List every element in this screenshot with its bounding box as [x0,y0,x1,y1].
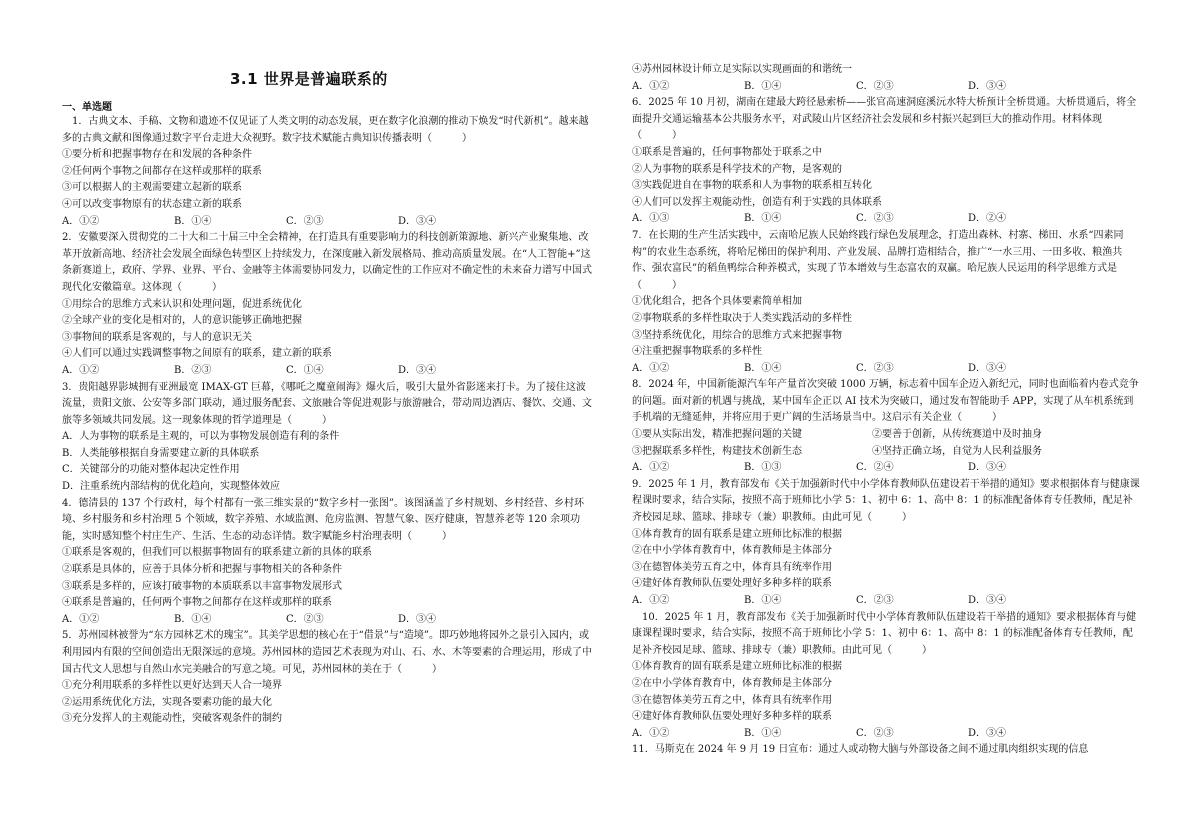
right-block [632,62,1142,759]
answer-choice: D．③④ [968,80,1007,92]
question-q8 [632,377,1142,477]
option-item: ②运用系统优化方法，实现各要素功能的最大化 [62,696,272,708]
option-item: ③联系是多样的，应该打破事物的本质联系以丰富事物发展形式 [62,580,342,592]
answer-choice: A．①② [62,613,100,625]
option-item: ②全球产业的变化是相对的，人的意识能够正确地把握 [62,315,302,327]
answer-choices [632,460,1142,477]
option-item: A．人为事物的联系是主观的，可以为事物发展创造有利的条件 [62,431,340,443]
option-pair [632,444,1142,461]
answer-choice: B．①④ [174,215,212,227]
answer-choice: B．①④ [744,595,782,606]
option-item: ④坚持正确立场，自觉为人民利益服务 [872,445,1042,457]
answer-choice: D．③④ [968,595,1007,606]
answer-choice: D．②④ [968,213,1007,225]
answer-choice: D．③④ [398,215,437,227]
question-q5 [62,628,594,728]
option-item: ③可以根据人的主观需要建立起新的联系 [62,182,242,194]
answer-choice: B．①③ [744,462,782,474]
question-q9 [632,477,1142,610]
option-item: ④联系是普遍的，任何两个事物之间都存在这样或那样的联系 [62,597,332,609]
answer-choice: B．②③ [174,364,212,376]
answer-choice: C．②③ [856,595,894,606]
option-item: ③充分发挥人的主观能动性，突破客观条件的制约 [62,713,282,725]
answer-choice: A．①② [632,80,670,92]
answer-choice: B．①④ [744,727,782,739]
option-item: ③实践促进自在事物的联系和人为事物的联系相互转化 [632,180,872,192]
option-item: ③坚持系统优化，用综合的思维方式来把握事物 [632,329,842,341]
answer-choice: A．①② [62,364,100,376]
answer-choices [62,363,594,380]
answer-choice: C．②③ [856,80,894,92]
option-item: ④注重把握事物联系的多样性 [632,346,762,358]
option-item: ④建好体育教师队伍要处理好多种多样的联系 [632,578,832,590]
answer-choice: A．①② [632,595,670,606]
question-q6 [632,95,1142,228]
option-item: ②要善于创新，从传统赛道中及时抽身 [872,429,1042,441]
answer-choices [632,593,1142,610]
question-stem: 7．在长期的生产生活实践中，云南哈尼族人民始终践行绿色发展理念，打造出森林、村寨、梯田、水系“四素同构”的农业生态系统，将哈尼梯田的保护利用、产业发展、品牌打造相结合，推广“一水三用、一田多收、粮渔共作、强农富民”的稻鱼鸭综合种养模式，实现了节本增效与生态富农的双赢。哈尼族人民运用的科学思维方式是（ ） [632,229,1124,291]
option-item: ②任何两个事物之间都存在这样或那样的联系 [62,165,262,177]
option-item: C．关键部分的功能对整体起决定性作用 [62,464,240,476]
answer-choice: D．③④ [398,613,437,625]
answer-choice: A．①② [62,215,100,227]
question-q2 [62,230,594,379]
option-item: ②在中小学体育教育中，体育教师是主体部分 [632,677,832,689]
answer-choice: D．③④ [968,362,1007,374]
question-q5b [632,62,1142,95]
option-pair [632,427,1142,444]
option-item: ①体育教育的固有联系是建立班师比标准的根据 [632,661,842,673]
answer-choice: B．①④ [744,362,782,374]
option-item: ③在德智体美劳五育之中，体育具有统率作用 [632,561,832,573]
option-item: ④苏州园林设计师立足实际以实现画面的和谐统一 [632,64,852,75]
answer-choices [632,79,1142,96]
question-q4 [62,496,594,629]
option-item: ①要从实际出发，精准把握问题的关键 [632,429,802,441]
option-item: ③在德智体美劳五育之中，体育具有统率作用 [632,694,832,706]
option-item: ①联系是普遍的，任何事物都处于联系之中 [632,146,822,158]
question-stem: 6．2025 年 10 月初，湖南在建最大跨径悬索桥——张官高速洞庭溪沅水特大桥预计全桥贯通。大桥贯通后，将全面提升交通运输基本公共服务水平，对武陵山片区经济社会发展和乡村振兴起到巨大的推动作用。材料体现（ ） [632,97,1137,142]
answer-choice: D．③④ [398,364,437,376]
option-item: ①联系是客观的，但我们可以根据事物固有的联系建立新的具体的联系 [62,547,372,559]
answer-choice: D．③④ [968,727,1007,739]
answer-choice: C．①④ [286,364,324,376]
question-q1 [62,114,594,230]
option-item: B．人类能够根据自身需要建立新的具体联系 [62,447,260,459]
question-stem: 1．古典文本、手稿、文物和遗迹不仅见证了人类文明的动态发展，更在数字化浪潮的推动下焕发“时代新机”。越来越多的古典文献和图像通过数字平台走进大众视野。数字技术赋能古典知识传播表明（ ） [62,116,589,144]
option-item: ③事物间的联系是客观的，与人的意识无关 [62,331,252,343]
question-stem: 11．马斯克在 2024 年 9 月 19 日宣布：通过人或动物大脑与外部设备之间不通过肌肉组织实现的信息 [632,744,1089,756]
question-q10 [632,610,1142,743]
page-title: 3.1 世界是普遍联系的 [230,70,388,88]
answer-choice: A．①③ [632,213,670,225]
question-q11 [632,742,1142,759]
answer-choice: A．①② [632,727,670,739]
option-item: ④建好体育教师队伍要处理好多种多样的联系 [632,711,832,723]
question-q3 [62,380,594,496]
option-item: ④人们可以通过实践调整事物之间原有的联系，建立新的联系 [62,348,332,360]
option-item: ①体育教育的固有联系是建立班师比标准的根据 [632,528,842,540]
option-item: ①用综合的思维方式来认识和处理问题，促进系统优化 [62,298,302,310]
section-heading: 一、单选题 [62,102,112,113]
left-block [62,114,594,728]
option-item: ④人们可以发挥主观能动性，创造有利于实践的具体联系 [632,196,882,208]
answer-choices [632,726,1142,743]
answer-choice: C．②③ [286,613,324,625]
question-stem: 3．贵阳越界影城拥有亚洲最宽 IMAX-GT 巨幕，《哪吒之魔童闹海》爆火后，吸引大量外省影迷来打卡。为了接住这波流量，贵阳文旅、公安等多部门联动，通过服务配套、文旅融合等促进观影与旅游融合，带动周边酒店、餐饮、交通、文旅等多领域共同发展。这一现象体现的哲学道理是（ ） [62,381,592,426]
answer-choice: B．①④ [744,80,782,92]
answer-choices [62,214,594,231]
question-stem: 4．德清县的 137 个行政村，每个村都有一张三维实景的“数字乡村一张图”。该图涵盖了乡村规划、乡村经营、乡村环境、乡村服务和乡村治理 5 个领域，数字养殖、水域监测、危房监测、智慧气象、医疗健康，智慧养老等 120 余项功能，实时感知整个村庄生产、生活、生态的动态详情。数字赋能乡村治理表明（ ） [62,497,585,542]
answer-choice: C．②③ [856,362,894,374]
option-item: ②联系是具体的，应善于具体分析和把握与事物相关的各种条件 [62,564,342,576]
option-item: ①充分利用联系的多样性以更好达到天人合一境界 [62,680,282,692]
option-item: ①要分析和把握事物存在和发展的各种条件 [62,149,252,161]
option-item: D．注重系统内部结构的优化趋向，实现整体效应 [62,481,281,493]
question-stem: 5．苏州园林被誉为“东方园林艺术的瑰宝”。其美学思想的核心在于“借景”与“造境”。即巧妙地将园外之景引入园内，或利用园内有限的空间创造出无限深远的意境。苏州园林的造园艺术表现为对山、石、水、木等要素的合理运用，形成了中国古代文人思想与自然山水完美融合的写意之境。可见，苏州园林的美在于（ ） [62,630,592,675]
option-item: ②事物联系的多样性取决于人类实践活动的多样性 [632,312,852,324]
answer-choice: C．②③ [856,727,894,739]
question-stem: 9．2025 年 1 月，教育部发布《关于加强新时代中小学体育教师队伍建设若干举措的通知》要求根据体育与健康课程课时要求，结合实际，按照不高于班师比小学 5：1、初中 6：1、高中 8：1 的标准配备体育专任教师，配足补齐校园足球、篮球、排球专（兼）职教师。由此可见（ ） [632,478,1140,524]
answer-choice: A．①② [632,362,670,374]
answer-choice: C．②③ [286,215,324,227]
answer-choices [62,612,594,629]
question-q7 [632,228,1142,377]
option-item: ②在中小学体育教育中，体育教师是主体部分 [632,545,832,557]
answer-choice: A．①② [632,462,670,474]
answer-choice: C．②③ [856,213,894,225]
answer-choices [632,211,1142,228]
option-item: ①优化组合，把各个具体要素简单相加 [632,296,802,308]
answer-choices [632,361,1142,378]
question-stem: 10．2025 年 1 月，教育部发布《关于加强新时代中小学体育教师队伍建设若干举措的通知》要求根据体育与健康课程课时要求，结合实际，按照不高于班师比小学 5：1、初中 6：1、高中 8：1 的标准配备体育专任教师，配足补齐校园足球、篮球、排球专（兼）职教师。由此可见（ ） [632,611,1137,656]
option-item: ③把握联系多样性，构建技术创新生态 [632,445,802,457]
question-stem: 2．安徽要深入贯彻党的二十大和二十届三中全会精神，在打造具有重要影响力的科技创新策源地、新兴产业聚集地、改革开放新高地、经济社会发展全面绿色转型区上持续发力，在深度融入新发展格局、推动高质量发展。在“人工智能+”这条新赛道上，政府、学界、业界、平台、金融等主体需要协同发力，以确定性的工作应对不确定性的未来奋力谱写中国式现代化安徽篇章。这体现（ ） [62,232,592,293]
answer-choice: B．①④ [744,213,782,225]
option-item: ②人为事物的联系是科学技术的产物，是客观的 [632,163,842,175]
question-stem: 8．2024 年，中国新能源汽车年产量首次突破 1000 万辆，标志着中国车企迈入新纪元，同时也面临着内卷式竞争的问题。面对新的机遇与挑战，某中国车企正以 AI 技术为突破口，通过发布智能助手 APP，实现了从车机系统到手机端的无缝延伸，并将应用于更广阔的生活场景当中。这启示有关企业（ ） [632,379,1139,424]
answer-choice: B．①④ [174,613,212,625]
answer-choice: C．②④ [856,462,894,474]
option-item: ④可以改变事物原有的状态建立新的联系 [62,198,242,210]
answer-choice: D．③④ [968,462,1007,474]
